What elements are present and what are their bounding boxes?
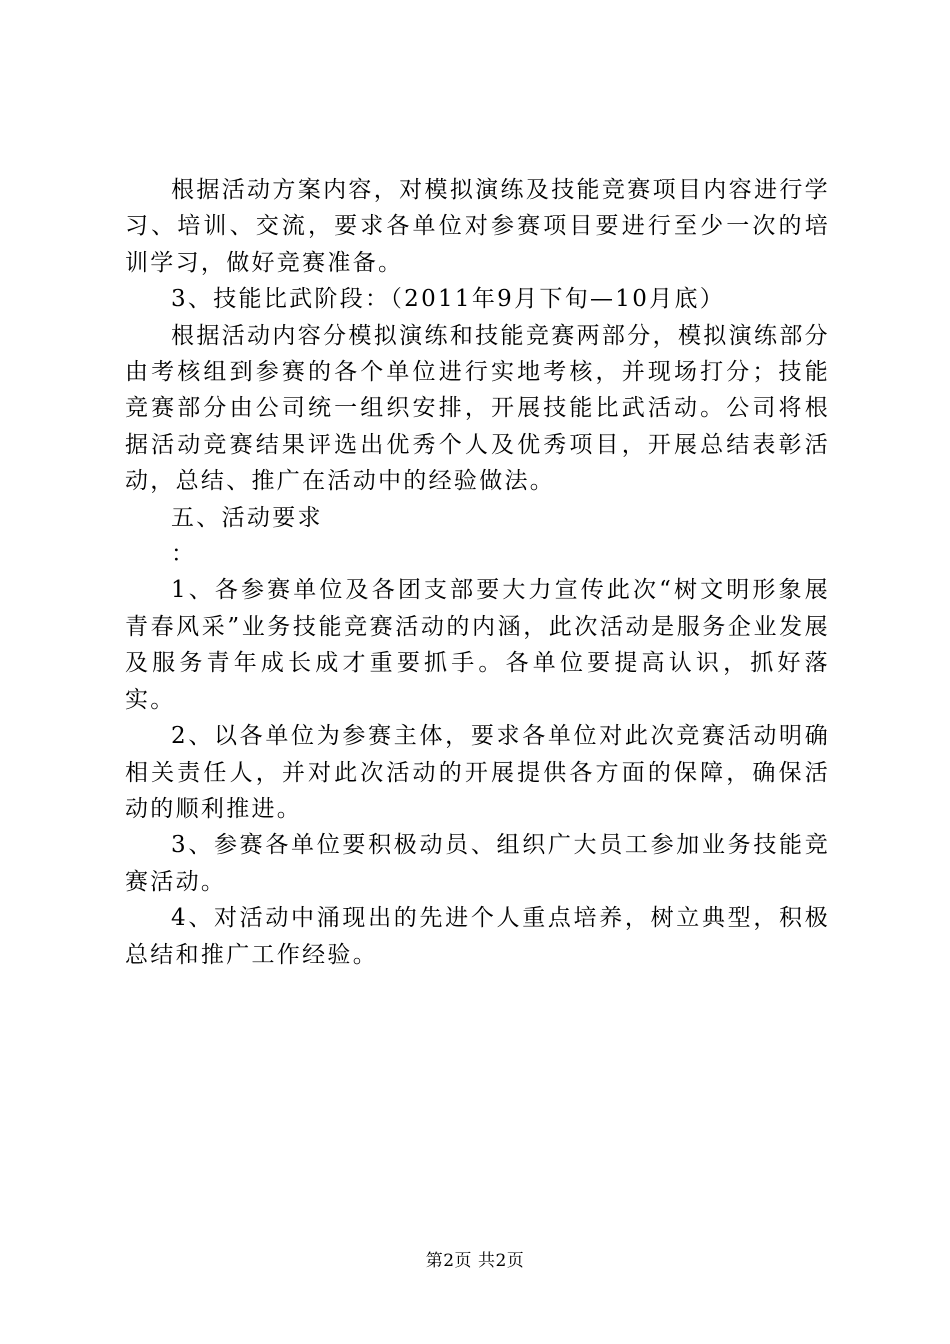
paragraph-stage-3-heading: 3、技能比武阶段：（2011年9月下旬—10月底） — [171, 286, 726, 313]
requirement-item-2: 2、以各单位为参赛主体，要求各单位对此次竞赛活动明确相关责任人，并对此次活动的开展提供各方面的保障，确保活动的顺利推进。 — [125, 723, 830, 822]
paragraph-competition: 根据活动内容分模拟演练和技能竞赛两部分，模拟演练部分由考核组到参赛的各个单位进行实地考核，并现场打分；技能竞赛部分由公司统一组织安排，开展技能比武活动。公司将根据活动竞赛结果评选出优秀个人及优秀项目，开展总结表彰活动，总结、推广在活动中的经验做法。 — [125, 322, 830, 495]
section-heading-requirements: 五、活动要求 — [171, 504, 323, 531]
requirement-item-1: 1、各参赛单位及各团支部要大力宣传此次“树文明形象展青春风采”业务技能竞赛活动的内涵，此次活动是服务企业发展及服务青年成长成才重要抓手。各单位要提高认识，抓好落实。 — [125, 577, 830, 713]
requirement-item-4: 4、对活动中涌现出的先进个人重点培养，树立典型，积极总结和推广工作经验。 — [125, 905, 830, 968]
document-body — [125, 172, 830, 973]
paragraph-colon: ： — [171, 541, 197, 568]
page-footer: 第2页 共2页 — [425, 1251, 525, 1271]
requirement-item-3: 3、参赛各单位要积极动员、组织广大员工参加业务技能竞赛活动。 — [125, 832, 830, 895]
paragraph-training: 根据活动方案内容，对模拟演练及技能竞赛项目内容进行学习、培训、交流，要求各单位对参赛项目要进行至少一次的培训学习，做好竞赛准备。 — [125, 177, 830, 276]
